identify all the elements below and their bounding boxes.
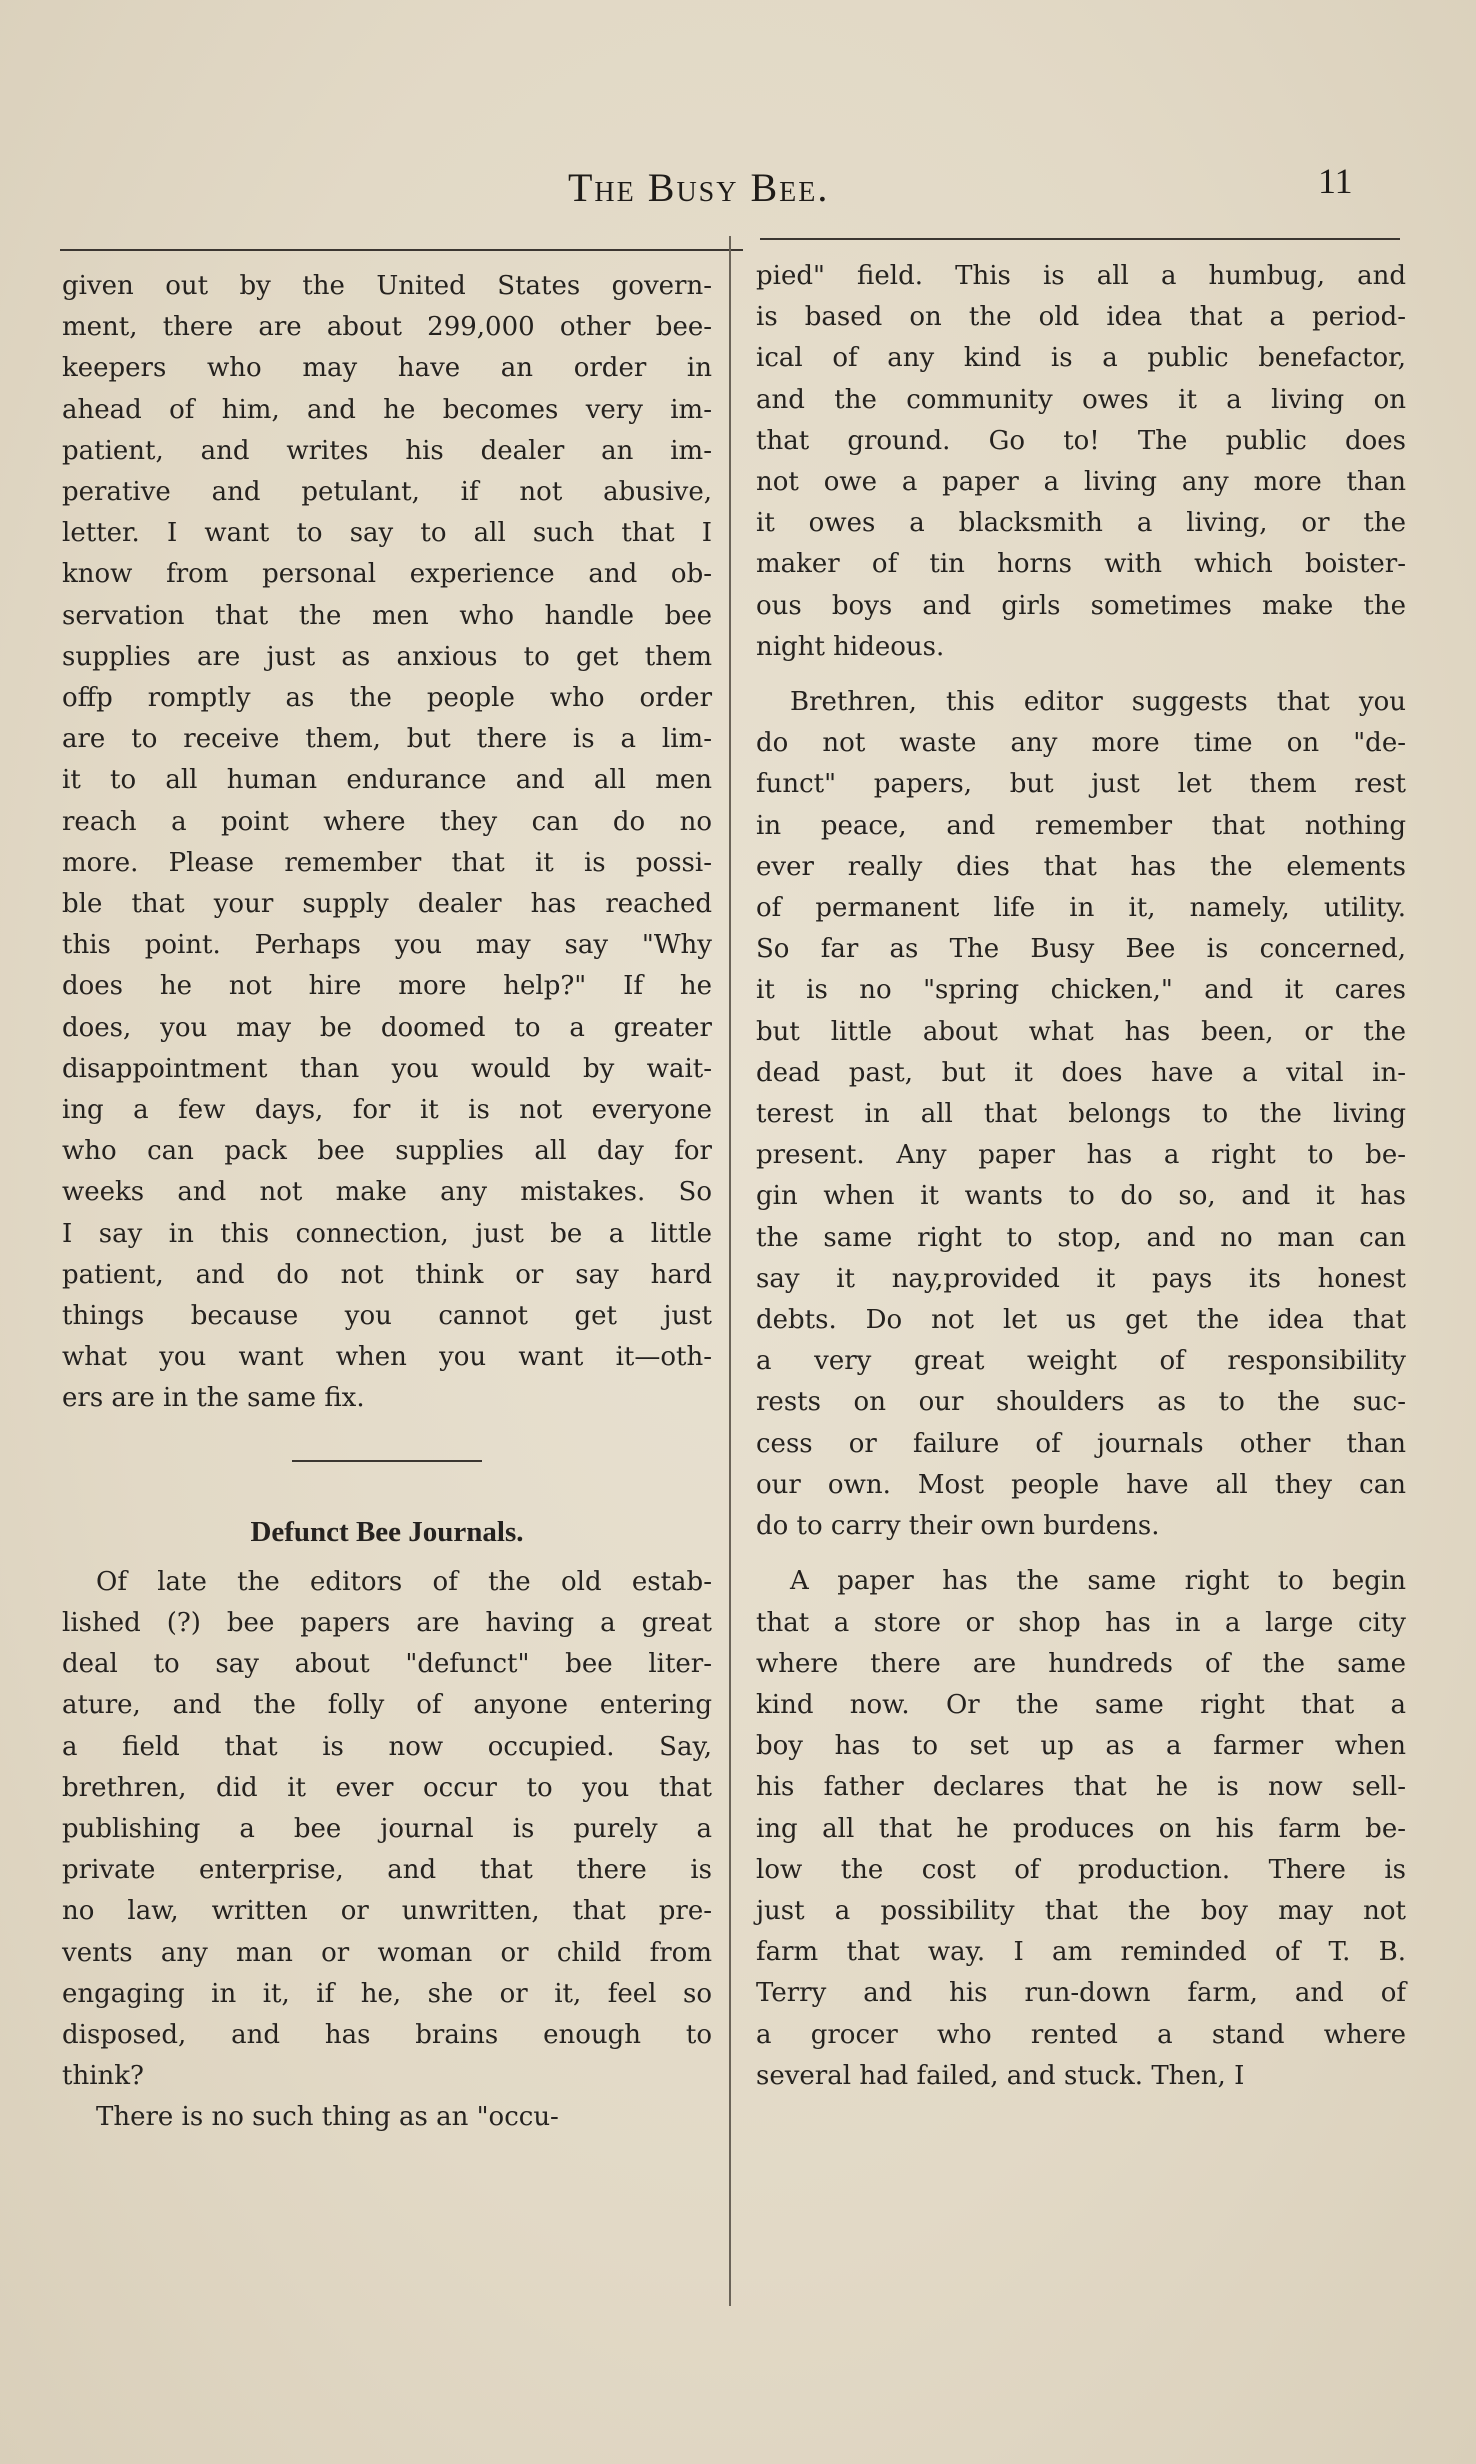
text-line: pied" field. This is all a humbug, and [756, 261, 1406, 291]
text-line: cess or failure of journals other than [756, 1428, 1406, 1459]
text-line: brethren, did it ever occur to you that [62, 1772, 712, 1803]
text-line: ment, there are about 299,000 other bee- [62, 312, 712, 343]
text-line: I say in this connection, just be a little [62, 1218, 712, 1249]
text-line: boy has to set up as a farmer when [756, 1731, 1406, 1762]
text-line: perative and petulant, if not abusive, [62, 477, 712, 508]
text-line: Terry and his run-down farm, and of [756, 1978, 1406, 2009]
text-line: low the cost of production. There is [756, 1854, 1406, 1885]
text-line: but little about what has been, or the [756, 1016, 1406, 1047]
text-line: think? [62, 2061, 144, 2092]
text-line: and the community owes it a living on [756, 384, 1406, 415]
text-line: this point. Perhaps you may say "Why [62, 930, 712, 961]
text-line: a field that is now occupied. Say, [62, 1731, 712, 1762]
text-line: patient, and writes his dealer an im- [62, 435, 712, 466]
text-line: of permanent life in it, namely, utility. [756, 893, 1406, 924]
text-line: things because you cannot get just [62, 1301, 712, 1332]
text-line: ble that your supply dealer has reached [62, 889, 712, 920]
text-line: disposed, and has brains enough to [62, 2019, 712, 2050]
text-line: ing a few days, for it is not everyone [62, 1095, 712, 1126]
text-line: it is no "spring chicken," and it cares [756, 975, 1406, 1006]
text-line: engaging in it, if he, she or it, feel so [62, 1978, 712, 2009]
text-line: night hideous. [756, 631, 945, 662]
text-line: disappointment than you would by wait- [62, 1053, 712, 1084]
text-line: ing all that he produces on his farm be- [756, 1813, 1406, 1844]
text-line: not owe a paper a living any more than [756, 467, 1406, 498]
text-line: ever really dies that has the elements [756, 851, 1406, 882]
text-line: know from personal experience and ob- [62, 559, 712, 590]
text-line: lished (?) bee papers are having a great [62, 1607, 712, 1638]
text-line: kind now. Or the same right that a [756, 1689, 1406, 1720]
text-line: letter. I want to say to all such that I [62, 518, 712, 549]
text-line: that ground. Go to! The public does [756, 425, 1406, 456]
text-line: ature, and the folly of anyone entering [62, 1690, 712, 1721]
text-line: do to carry their own burdens. [756, 1511, 1160, 1542]
text-line: private enterprise, and that there is [62, 1855, 712, 1886]
text-line: just a possibility that the boy may not [756, 1895, 1406, 1926]
paragraph [756, 682, 1406, 1547]
left-column [62, 266, 712, 2139]
text-line: where there are hundreds of the same [756, 1648, 1406, 1679]
text-line: reach a point where they can do no [62, 806, 712, 837]
text-line: Brethren, this editor suggests that you [790, 687, 1406, 718]
text-line: that a store or shop has in a large city [756, 1607, 1406, 1638]
text-line: do not waste any more time on "de- [756, 728, 1406, 759]
text-line: So far as The Busy Bee is concerned, [756, 934, 1406, 965]
running-head [0, 160, 1476, 220]
text-line: in peace, and remember that nothing [756, 810, 1406, 841]
text-line: farm that way. I am reminded of T. B. [756, 1937, 1406, 1968]
text-line: deal to say about "defunct" bee liter- [62, 1649, 712, 1680]
text-line: ous boys and girls sometimes make the [756, 590, 1406, 621]
text-line: ahead of him, and he becomes very im- [62, 394, 712, 425]
section-heading: Defunct Bee Journals. [250, 1515, 524, 1548]
page-title: The Busy Bee. [568, 165, 830, 210]
text-line: keepers who may have an order in [62, 353, 712, 384]
paragraph [62, 1562, 712, 2098]
text-line: does, you may be doomed to a greater [62, 1012, 712, 1043]
header-rule-right [760, 238, 1400, 240]
paragraph [756, 256, 1406, 668]
text-line: dead past, but it does have a vital in- [756, 1057, 1406, 1088]
text-line: funct" papers, but just let them rest [756, 769, 1406, 800]
right-column [756, 256, 1406, 2097]
text-line: more. Please remember that it is possi- [62, 847, 712, 878]
text-line: several had failed, and stuck. Then, I [756, 2060, 1245, 2091]
text-line: it to all human endurance and all men [62, 765, 712, 796]
text-line: a grocer who rented a stand where [756, 2019, 1406, 2050]
text-line: maker of tin horns with which boister- [756, 549, 1406, 580]
text-line: is based on the old idea that a period- [756, 302, 1406, 333]
page-number: 11 [1318, 161, 1353, 201]
text-line: servation that the men who handle bee [62, 600, 712, 631]
text-line: our own. Most people have all they can [756, 1469, 1406, 1500]
text-line: say it nay,provided it pays its honest [756, 1263, 1406, 1294]
text-line: ical of any kind is a public benefactor, [756, 343, 1406, 374]
text-line: Of late the editors of the old estab- [96, 1566, 712, 1597]
text-line: There is no such thing as an "occu- [96, 2102, 559, 2133]
text-line: are to receive them, but there is a lim- [62, 724, 712, 755]
text-line: it owes a blacksmith a living, or the [756, 508, 1406, 539]
text-line: the same right to stop, and no man can [756, 1222, 1406, 1253]
text-line: offp romptly as the people who order [62, 683, 712, 714]
text-line: what you want when you want it—oth- [62, 1342, 712, 1373]
text-line: who can pack bee supplies all day for [62, 1136, 712, 1167]
section-rule [292, 1460, 482, 1462]
text-line: supplies are just as anxious to get them [62, 641, 712, 672]
text-line: publishing a bee journal is purely a [62, 1813, 712, 1844]
text-line: ers are in the same fix. [62, 1383, 365, 1414]
section-separator [62, 1420, 712, 1504]
column-divider [729, 236, 731, 2306]
text-line: does he not hire more help?" If he [62, 971, 712, 1002]
text-line: given out by the United States govern- [62, 271, 712, 301]
text-line: vents any man or woman or child from [62, 1937, 712, 1968]
paragraph [756, 1561, 1406, 2097]
text-line: rests on our shoulders as to the suc- [756, 1387, 1406, 1418]
text-line: weeks and not make any mistakes. So [62, 1177, 712, 1208]
header-rule-left [60, 249, 743, 251]
paragraph-gap [756, 1547, 1406, 1561]
text-line: A paper has the same right to begin [790, 1566, 1406, 1597]
text-line: present. Any paper has a right to be- [756, 1140, 1406, 1171]
paragraph [62, 266, 712, 1420]
text-line: patient, and do not think or say hard [62, 1259, 712, 1290]
text-line: no law, written or unwritten, that pre- [62, 1896, 712, 1927]
text-line: his father declares that he is now sell- [756, 1772, 1406, 1803]
paragraph-gap [756, 668, 1406, 682]
paragraph [62, 2097, 712, 2138]
text-line: terest in all that belongs to the living [756, 1099, 1406, 1130]
text-line: a very great weight of responsibility [756, 1346, 1406, 1377]
text-line: debts. Do not let us get the idea that [756, 1305, 1406, 1336]
text-line: gin when it wants to do so, and it has [756, 1181, 1406, 1212]
